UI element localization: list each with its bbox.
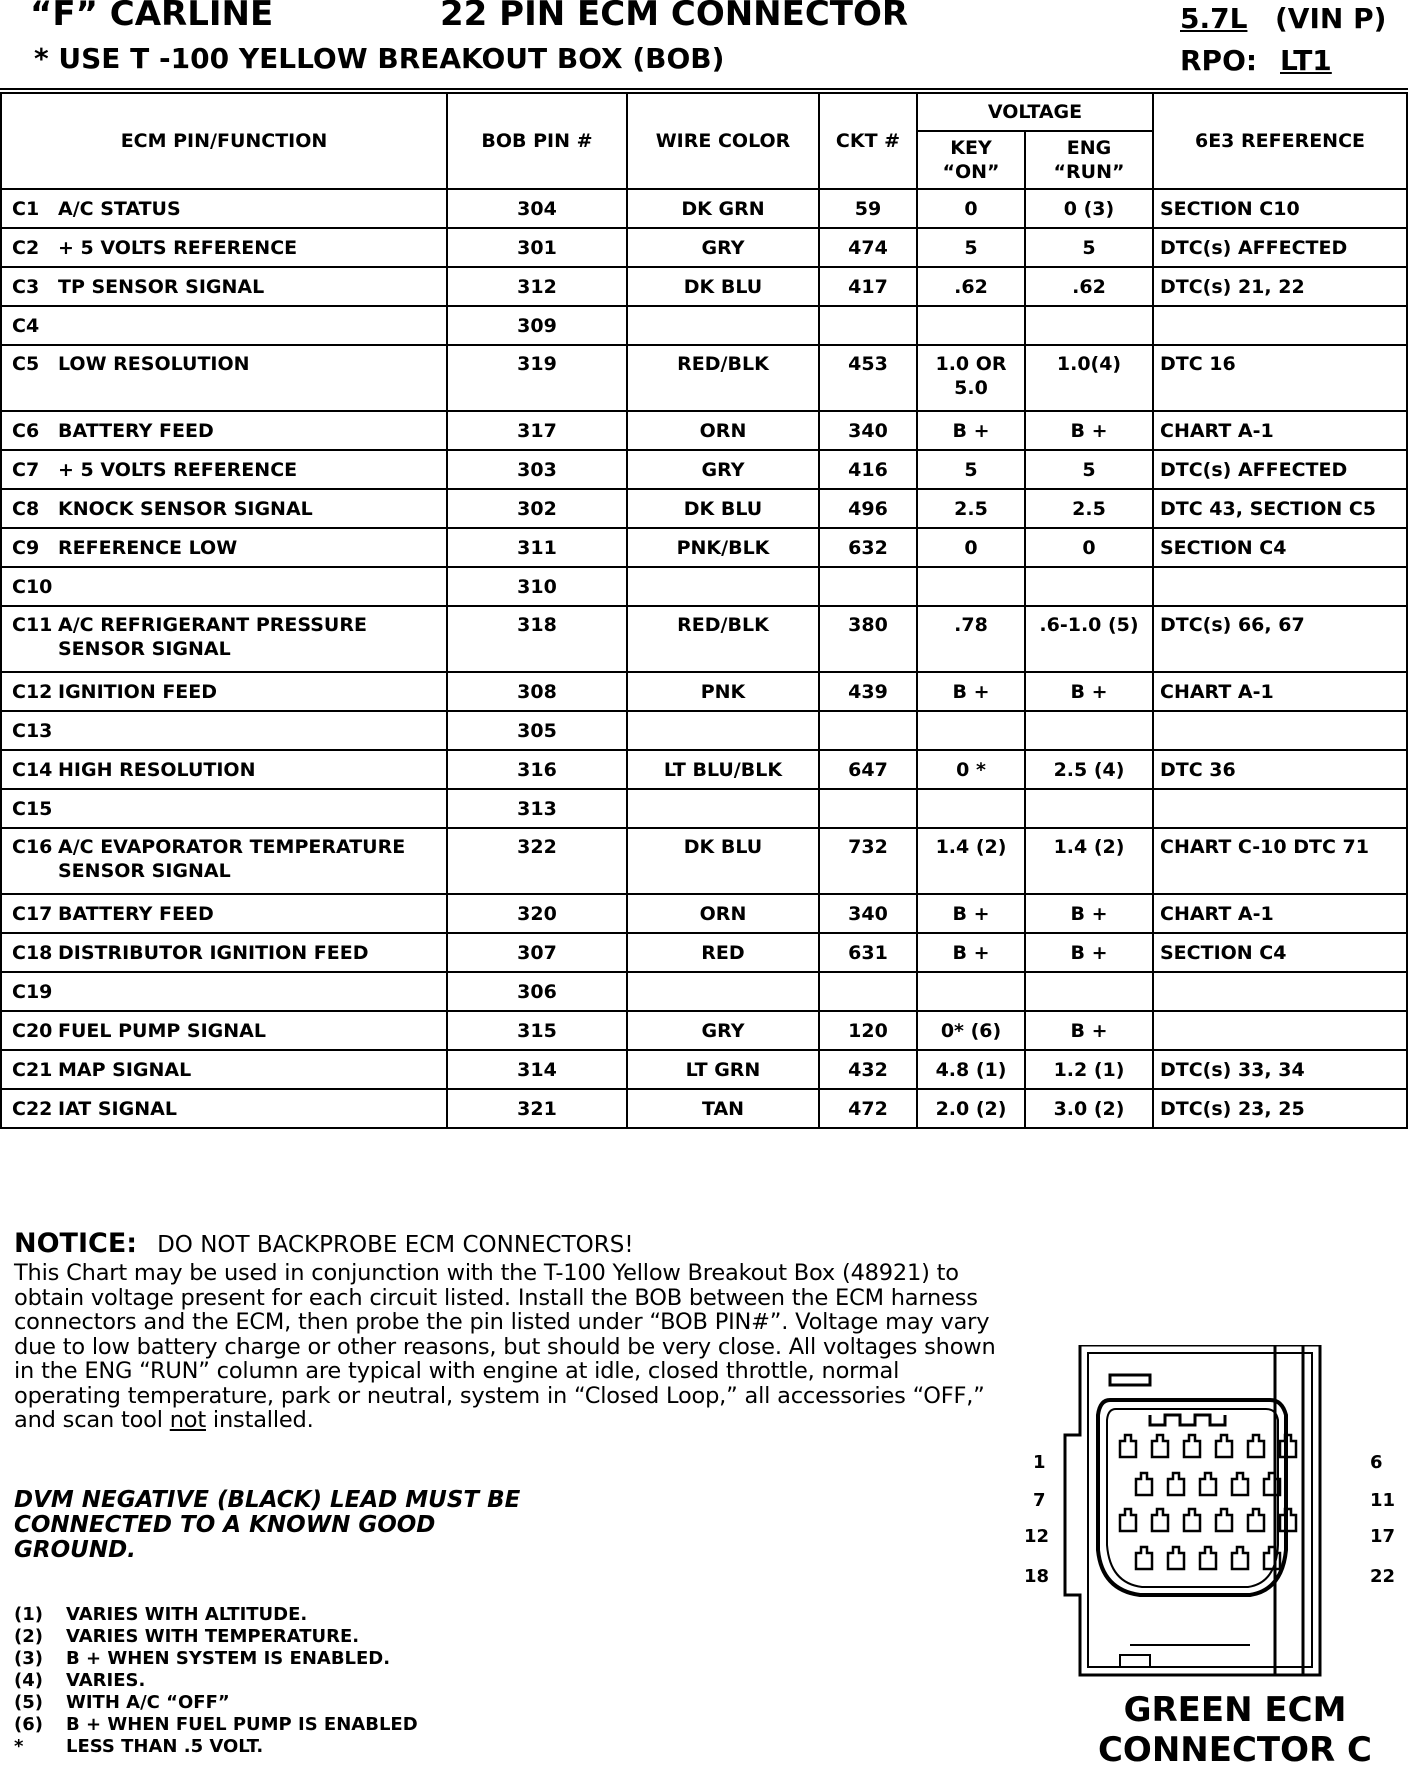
pin-function-cell — [1, 1089, 447, 1128]
key-on-voltage-cell: B + — [917, 933, 1025, 972]
bob-pin-cell: 314 — [447, 1050, 627, 1089]
wire-color-cell: ORN — [627, 894, 819, 933]
pin-code: C4 — [12, 314, 40, 337]
table-row — [1, 933, 1407, 972]
table-row — [1, 567, 1407, 606]
table-row — [1, 972, 1407, 1011]
pin-function-cell — [1, 750, 447, 789]
circuit-cell: 474 — [819, 228, 917, 267]
eng-run-voltage-cell — [1025, 972, 1153, 1011]
footnote-key: (3) — [14, 1648, 43, 1669]
wire-color-cell: DK GRN — [627, 189, 819, 228]
notice-headline: DO NOT BACKPROBE ECM CONNECTORS! — [157, 1232, 634, 1258]
connector-socket — [1200, 1473, 1216, 1495]
wire-color-cell — [627, 972, 819, 1011]
circuit-cell — [819, 789, 917, 828]
pin-code: C6 — [12, 419, 40, 442]
bob-pin-cell: 310 — [447, 567, 627, 606]
pin-code: C18 — [12, 941, 53, 964]
bob-pin-cell: 301 — [447, 228, 627, 267]
bob-pin-cell: 312 — [447, 267, 627, 306]
reference-cell: CHART C-10 DTC 71 — [1153, 828, 1407, 894]
footnote — [14, 1648, 418, 1670]
bob-pin-cell: 316 — [447, 750, 627, 789]
connector-socket — [1232, 1473, 1248, 1495]
key-on-voltage-cell: 2.0 (2) — [917, 1089, 1025, 1128]
pin-code: C16 — [12, 836, 53, 858]
key-on-voltage-cell: 2.5 — [917, 489, 1025, 528]
circuit-cell: 439 — [819, 672, 917, 711]
notice-heading — [14, 1228, 1004, 1259]
key-on-voltage-cell: 4.8 (1) — [917, 1050, 1025, 1089]
footnote — [14, 1714, 418, 1736]
bob-pin-cell: 315 — [447, 1011, 627, 1050]
wire-color-cell: ORN — [627, 411, 819, 450]
pin-function-cell — [1, 450, 447, 489]
table-row — [1, 411, 1407, 450]
wire-color-cell: DK BLU — [627, 267, 819, 306]
eng-run-voltage-cell: B + — [1025, 933, 1153, 972]
eng-run-voltage-cell: 3.0 (2) — [1025, 1089, 1153, 1128]
pin-function: LOW RESOLUTION — [58, 353, 250, 375]
wire-color-cell: RED/BLK — [627, 345, 819, 411]
wire-color-cell — [627, 567, 819, 606]
connector-socket — [1152, 1435, 1168, 1457]
pin-label-6: 6 — [1370, 1452, 1383, 1473]
table-row — [1, 528, 1407, 567]
reference-cell: SECTION C4 — [1153, 528, 1407, 567]
key-on-voltage-cell: .78 — [917, 606, 1025, 672]
pin-function: A/C REFRIGERANT PRESSURE SENSOR SIGNAL — [58, 614, 367, 660]
eng-run-voltage-cell: 5 — [1025, 450, 1153, 489]
vin-code: (VIN P) — [1275, 2, 1387, 35]
ecm-pin-table — [0, 92, 1408, 1129]
connector-label-line1: GREEN ECM — [1123, 1690, 1347, 1730]
table-row — [1, 828, 1407, 894]
rpo-label: RPO: — [1180, 44, 1258, 77]
bob-pin-cell: 303 — [447, 450, 627, 489]
notice-body-end: installed. — [205, 1407, 314, 1433]
connector-socket — [1216, 1435, 1232, 1457]
reference-cell: DTC 43, SECTION C5 — [1153, 489, 1407, 528]
wire-color-cell — [627, 711, 819, 750]
bob-pin-cell: 302 — [447, 489, 627, 528]
pin-label-17: 17 — [1370, 1526, 1396, 1547]
notice-block — [14, 1228, 1004, 1433]
eng-run-voltage-cell — [1025, 789, 1153, 828]
table-header-row — [1, 93, 1407, 131]
reference-cell — [1153, 972, 1407, 1011]
key-on-voltage-cell: 1.4 (2) — [917, 828, 1025, 894]
pin-code: C14 — [12, 758, 53, 781]
table-row — [1, 306, 1407, 345]
circuit-cell: 120 — [819, 1011, 917, 1050]
table-row — [1, 267, 1407, 306]
pin-code: C5 — [12, 353, 40, 375]
connector-diagram — [1020, 1345, 1405, 1705]
eng-run-voltage-cell: B + — [1025, 411, 1153, 450]
key-on-voltage-cell: 0 — [917, 189, 1025, 228]
pin-label-11: 11 — [1370, 1490, 1396, 1511]
pin-function: A/C STATUS — [58, 197, 181, 220]
breakout-box-note: * USE T -100 YELLOW BREAKOUT BOX (BOB) — [34, 42, 725, 75]
footnote-key: (6) — [14, 1714, 43, 1735]
pin-function-cell — [1, 789, 447, 828]
pin-function-cell — [1, 189, 447, 228]
circuit-cell: 340 — [819, 411, 917, 450]
eng-run-voltage-cell: 2.5 (4) — [1025, 750, 1153, 789]
notice-body-emphasis: not — [169, 1407, 206, 1433]
circuit-cell: 647 — [819, 750, 917, 789]
page-title: 22 PIN ECM CONNECTOR — [440, 0, 909, 34]
footnote-text: B + WHEN SYSTEM IS ENABLED. — [66, 1648, 391, 1669]
connector-socket — [1136, 1473, 1152, 1495]
footnote-text: WITH A/C “OFF” — [66, 1692, 230, 1713]
pin-code: C9 — [12, 536, 40, 559]
connector-socket — [1136, 1547, 1152, 1569]
reference-cell — [1153, 567, 1407, 606]
pin-table-body — [1, 189, 1407, 1128]
pin-function: IGNITION FEED — [58, 680, 218, 703]
pin-code: C21 — [12, 1058, 53, 1081]
eng-run-voltage-cell: B + — [1025, 672, 1153, 711]
table-row — [1, 450, 1407, 489]
pin-function-cell — [1, 228, 447, 267]
connector-socket — [1232, 1547, 1248, 1569]
pin-code: C10 — [12, 575, 53, 598]
eng-run-voltage-cell: .62 — [1025, 267, 1153, 306]
dvm-warning: DVM NEGATIVE (BLACK) LEAD MUST BE CONNECTED TO A KNOWN GOOD GROUND. — [14, 1487, 521, 1563]
bob-pin-cell: 309 — [447, 306, 627, 345]
connector-socket — [1200, 1547, 1216, 1569]
bob-pin-cell: 317 — [447, 411, 627, 450]
bob-pin-cell: 318 — [447, 606, 627, 672]
bob-pin-cell: 313 — [447, 789, 627, 828]
circuit-cell: 496 — [819, 489, 917, 528]
connector-face-outer — [1098, 1400, 1286, 1595]
col-header-eng-run: ENG “RUN” — [1025, 131, 1153, 189]
eng-run-voltage-cell: 2.5 — [1025, 489, 1153, 528]
key-on-voltage-cell: 5 — [917, 450, 1025, 489]
circuit-cell — [819, 567, 917, 606]
wire-color-cell — [627, 789, 819, 828]
key-on-voltage-cell: B + — [917, 672, 1025, 711]
key-on-voltage-cell: B + — [917, 894, 1025, 933]
eng-run-voltage-cell — [1025, 711, 1153, 750]
pin-code: C8 — [12, 497, 40, 520]
connector-top-tab — [1110, 1375, 1150, 1385]
circuit-cell: 631 — [819, 933, 917, 972]
bob-pin-cell: 321 — [447, 1089, 627, 1128]
pin-label-12: 12 — [1024, 1526, 1050, 1547]
footnote — [14, 1604, 418, 1626]
pin-function-cell — [1, 672, 447, 711]
reference-cell: CHART A-1 — [1153, 672, 1407, 711]
footnote-key: (1) — [14, 1604, 43, 1625]
footnote-key: (2) — [14, 1626, 43, 1647]
col-header-function: ECM PIN/FUNCTION — [1, 93, 447, 189]
footnotes — [14, 1604, 418, 1758]
key-on-voltage-cell: B + — [917, 411, 1025, 450]
key-on-voltage-cell — [917, 567, 1025, 606]
pin-function: HIGH RESOLUTION — [58, 758, 256, 781]
pin-function-cell — [1, 894, 447, 933]
pin-code: C22 — [12, 1097, 53, 1120]
wire-color-cell: GRY — [627, 450, 819, 489]
table-row — [1, 489, 1407, 528]
col-header-wire-color: WIRE COLOR — [627, 93, 819, 189]
circuit-cell: 632 — [819, 528, 917, 567]
pin-function: KNOCK SENSOR SIGNAL — [58, 497, 313, 520]
wire-color-cell: GRY — [627, 228, 819, 267]
wire-color-cell: PNK — [627, 672, 819, 711]
reference-cell: DTC(s) 21, 22 — [1153, 267, 1407, 306]
eng-run-voltage-cell: 1.2 (1) — [1025, 1050, 1153, 1089]
key-on-voltage-cell — [917, 306, 1025, 345]
connector-socket — [1168, 1547, 1184, 1569]
pin-function: BATTERY FEED — [58, 902, 214, 925]
pin-code: C11 — [12, 614, 53, 636]
wire-color-cell: RED — [627, 933, 819, 972]
footnote-text: B + WHEN FUEL PUMP IS ENABLED — [66, 1714, 418, 1735]
circuit-cell — [819, 972, 917, 1011]
connector-socket — [1168, 1473, 1184, 1495]
footnote-text: VARIES WITH ALTITUDE. — [66, 1604, 308, 1625]
reference-cell: DTC(s) 23, 25 — [1153, 1089, 1407, 1128]
pin-function-cell — [1, 606, 447, 672]
pin-code: C1 — [12, 197, 40, 220]
eng-run-voltage-cell: 0 (3) — [1025, 189, 1153, 228]
table-row — [1, 1089, 1407, 1128]
reference-cell: DTC 36 — [1153, 750, 1407, 789]
bob-pin-cell: 307 — [447, 933, 627, 972]
reference-cell: DTC(s) 66, 67 — [1153, 606, 1407, 672]
wire-color-cell: DK BLU — [627, 489, 819, 528]
pin-function: MAP SIGNAL — [58, 1058, 192, 1081]
pin-function: BATTERY FEED — [58, 419, 214, 442]
col-header-voltage: VOLTAGE — [917, 93, 1153, 131]
pin-function: REFERENCE LOW — [58, 536, 238, 559]
key-on-voltage-cell: 1.0 OR 5.0 — [917, 345, 1025, 411]
notice-body-text: This Chart may be used in conjunction with the T-100 Yellow Breakout Box (48921) to obtain voltage present for each circuit listed. Install the BOB between the ECM harness connectors and the ECM, then probe the pin listed under “BOB PIN#”. Voltage may vary due to low battery charge or other reasons, but should be very close. All voltages shown in the ENG “RUN” column are typical with engine at idle, closed throttle, normal operating temperature, park or neutral, system in “Closed Loop,” all accessories “OFF,” and scan tool — [14, 1260, 996, 1433]
connector-label-line2: CONNECTOR C — [1097, 1730, 1372, 1770]
pin-function-cell — [1, 972, 447, 1011]
connector-label — [1080, 1690, 1390, 1770]
connector-keying-ridge — [1150, 1415, 1225, 1425]
wire-color-cell: RED/BLK — [627, 606, 819, 672]
reference-cell — [1153, 306, 1407, 345]
key-on-voltage-cell: 5 — [917, 228, 1025, 267]
pin-code: C20 — [12, 1019, 53, 1042]
reference-cell: DTC 16 — [1153, 345, 1407, 411]
notice-label: NOTICE: — [14, 1228, 138, 1259]
footnote-text: VARIES WITH TEMPERATURE. — [66, 1626, 360, 1647]
wire-color-cell: LT GRN — [627, 1050, 819, 1089]
table-row — [1, 750, 1407, 789]
connector-socket — [1120, 1435, 1136, 1457]
key-on-voltage-cell — [917, 711, 1025, 750]
wire-color-cell — [627, 306, 819, 345]
footnote — [14, 1670, 418, 1692]
footnote — [14, 1626, 418, 1648]
pin-function: TP SENSOR SIGNAL — [58, 275, 265, 298]
eng-run-voltage-cell: 5 — [1025, 228, 1153, 267]
eng-run-voltage-cell: 0 — [1025, 528, 1153, 567]
key-on-voltage-cell: .62 — [917, 267, 1025, 306]
reference-cell: DTC(s) 33, 34 — [1153, 1050, 1407, 1089]
circuit-cell — [819, 711, 917, 750]
reference-cell: DTC(s) AFFECTED — [1153, 228, 1407, 267]
pin-function-cell — [1, 489, 447, 528]
eng-run-voltage-cell: 1.4 (2) — [1025, 828, 1153, 894]
pin-code: C13 — [12, 719, 53, 742]
pin-label-22: 22 — [1370, 1566, 1396, 1587]
circuit-cell: 732 — [819, 828, 917, 894]
col-header-ckt: CKT # — [819, 93, 917, 189]
engine-size: 5.7L — [1180, 2, 1248, 35]
eng-run-voltage-cell: 1.0(4) — [1025, 345, 1153, 411]
pin-function: DISTRIBUTOR IGNITION FEED — [58, 941, 369, 964]
key-on-voltage-cell — [917, 789, 1025, 828]
key-on-voltage-cell: 0* (6) — [917, 1011, 1025, 1050]
rpo-value: LT1 — [1280, 44, 1332, 77]
pin-function: + 5 VOLTS REFERENCE — [58, 458, 298, 481]
circuit-cell: 380 — [819, 606, 917, 672]
connector-socket — [1152, 1509, 1168, 1531]
footnote-key: (5) — [14, 1692, 43, 1713]
footnote — [14, 1692, 418, 1714]
table-row — [1, 189, 1407, 228]
table-row — [1, 606, 1407, 672]
footnote-text: VARIES. — [66, 1670, 146, 1691]
pin-function-cell — [1, 933, 447, 972]
pin-function: + 5 VOLTS REFERENCE — [58, 236, 298, 259]
pin-label-1: 1 — [1033, 1452, 1046, 1473]
reference-cell: CHART A-1 — [1153, 894, 1407, 933]
eng-run-voltage-cell: B + — [1025, 894, 1153, 933]
circuit-cell: 417 — [819, 267, 917, 306]
reference-cell: SECTION C4 — [1153, 933, 1407, 972]
pin-function-cell — [1, 528, 447, 567]
circuit-cell: 340 — [819, 894, 917, 933]
bob-pin-cell: 311 — [447, 528, 627, 567]
wire-color-cell: PNK/BLK — [627, 528, 819, 567]
reference-cell — [1153, 789, 1407, 828]
notice-body — [14, 1261, 1004, 1433]
connector-socket — [1184, 1509, 1200, 1531]
table-row — [1, 1011, 1407, 1050]
footnote-key: * — [14, 1736, 24, 1757]
col-header-reference: 6E3 REFERENCE — [1153, 93, 1407, 189]
connector-socket — [1248, 1435, 1264, 1457]
wire-color-cell: LT BLU/BLK — [627, 750, 819, 789]
circuit-cell: 416 — [819, 450, 917, 489]
wire-color-cell: DK BLU — [627, 828, 819, 894]
pin-code: C3 — [12, 275, 40, 298]
circuit-cell — [819, 306, 917, 345]
reference-cell: SECTION C10 — [1153, 189, 1407, 228]
table-row — [1, 228, 1407, 267]
bob-pin-cell: 322 — [447, 828, 627, 894]
pin-function-cell — [1, 567, 447, 606]
key-on-voltage-cell — [917, 972, 1025, 1011]
col-header-bob-pin: BOB PIN # — [447, 93, 627, 189]
table-row — [1, 789, 1407, 828]
bob-pin-cell: 304 — [447, 189, 627, 228]
bob-pin-cell: 319 — [447, 345, 627, 411]
connector-socket-grid — [1120, 1435, 1296, 1569]
circuit-cell: 453 — [819, 345, 917, 411]
header-divider — [0, 88, 1408, 90]
wire-color-cell: TAN — [627, 1089, 819, 1128]
reference-cell — [1153, 1011, 1407, 1050]
eng-run-voltage-cell — [1025, 306, 1153, 345]
table-row — [1, 894, 1407, 933]
circuit-cell: 59 — [819, 189, 917, 228]
table-row — [1, 711, 1407, 750]
connector-socket — [1184, 1435, 1200, 1457]
table-row — [1, 1050, 1407, 1089]
col-header-key-on: KEY “ON” — [917, 131, 1025, 189]
pin-function-cell — [1, 828, 447, 894]
bob-pin-cell: 320 — [447, 894, 627, 933]
pin-function-cell — [1, 345, 447, 411]
pin-function-cell — [1, 306, 447, 345]
pin-code: C7 — [12, 458, 40, 481]
connector-socket — [1120, 1509, 1136, 1531]
pin-code: C12 — [12, 680, 53, 703]
pin-function: A/C EVAPORATOR TEMPERATURE SENSOR SIGNAL — [58, 836, 406, 882]
reference-cell: CHART A-1 — [1153, 411, 1407, 450]
footnote-text: LESS THAN .5 VOLT. — [66, 1736, 264, 1757]
connector-socket — [1216, 1509, 1232, 1531]
circuit-cell: 432 — [819, 1050, 917, 1089]
bob-pin-cell: 305 — [447, 711, 627, 750]
bob-pin-cell: 306 — [447, 972, 627, 1011]
pin-function-cell — [1, 1050, 447, 1089]
key-on-voltage-cell: 0 — [917, 528, 1025, 567]
wire-color-cell: GRY — [627, 1011, 819, 1050]
pin-function-cell — [1, 267, 447, 306]
eng-run-voltage-cell — [1025, 567, 1153, 606]
reference-cell: DTC(s) AFFECTED — [1153, 450, 1407, 489]
table-row — [1, 345, 1407, 411]
footnote-key: (4) — [14, 1670, 43, 1691]
pin-label-18: 18 — [1024, 1566, 1050, 1587]
pin-function: FUEL PUMP SIGNAL — [58, 1019, 266, 1042]
pin-label-7: 7 — [1033, 1490, 1046, 1511]
circuit-cell: 472 — [819, 1089, 917, 1128]
pin-function-cell — [1, 1011, 447, 1050]
pin-function-cell — [1, 711, 447, 750]
footnote — [14, 1736, 418, 1758]
pin-function-cell — [1, 411, 447, 450]
pin-code: C15 — [12, 797, 53, 820]
pin-function: IAT SIGNAL — [58, 1097, 177, 1120]
pin-code: C17 — [12, 902, 53, 925]
eng-run-voltage-cell: B + — [1025, 1011, 1153, 1050]
connector-socket — [1248, 1509, 1264, 1531]
bob-pin-cell: 308 — [447, 672, 627, 711]
carline-title: “F” CARLINE — [30, 0, 274, 34]
pin-code: C19 — [12, 980, 53, 1003]
pin-code: C2 — [12, 236, 40, 259]
key-on-voltage-cell: 0 * — [917, 750, 1025, 789]
table-row — [1, 672, 1407, 711]
reference-cell — [1153, 711, 1407, 750]
eng-run-voltage-cell: .6-1.0 (5) — [1025, 606, 1153, 672]
